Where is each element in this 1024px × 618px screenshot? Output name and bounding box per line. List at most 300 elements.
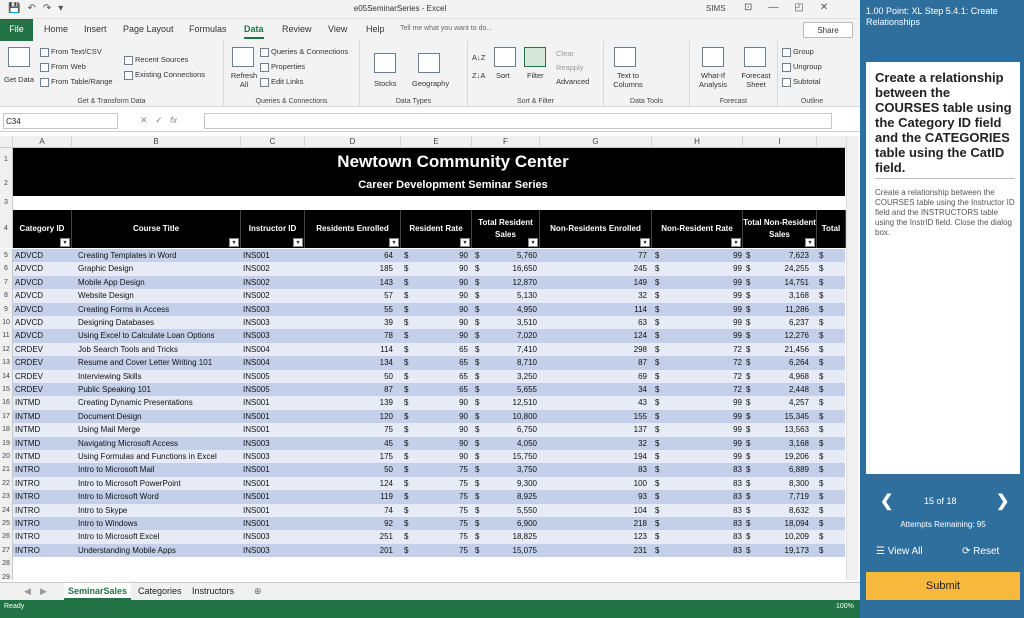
- row-header[interactable]: 13: [0, 356, 13, 369]
- table-cell[interactable]: $: [746, 465, 751, 475]
- sheet-tab-categories[interactable]: Categories: [138, 586, 182, 596]
- table-cell[interactable]: $: [475, 532, 480, 542]
- table-cell[interactable]: 83: [733, 465, 742, 475]
- column-header-f[interactable]: F: [472, 136, 540, 148]
- row-header[interactable]: 10: [0, 316, 13, 329]
- row-header[interactable]: 29: [0, 571, 13, 580]
- table-row[interactable]: [13, 276, 845, 289]
- reset-button[interactable]: ⟳ Reset: [962, 546, 1000, 557]
- table-cell[interactable]: 175: [379, 452, 393, 461]
- table-cell[interactable]: 43: [638, 398, 647, 408]
- table-cell[interactable]: $: [404, 291, 409, 301]
- table-cell[interactable]: $: [655, 425, 660, 435]
- table-cell[interactable]: ADVCD: [15, 277, 44, 287]
- table-row[interactable]: [13, 450, 845, 463]
- table-cell[interactable]: CRDEV: [15, 344, 44, 354]
- table-cell[interactable]: $: [746, 291, 751, 301]
- table-row[interactable]: [13, 437, 845, 450]
- table-cell[interactable]: INTRO: [15, 545, 40, 555]
- table-cell[interactable]: $: [819, 411, 824, 421]
- table-cell[interactable]: 65: [459, 371, 468, 381]
- what-if-analysis-button[interactable]: What-If Analysis: [699, 71, 727, 89]
- group-button[interactable]: Group: [782, 47, 814, 57]
- table-cell[interactable]: 124: [633, 331, 647, 341]
- table-cell[interactable]: 69: [638, 371, 647, 381]
- table-cell[interactable]: 119: [380, 492, 393, 502]
- table-cell[interactable]: 7,623: [788, 251, 809, 260]
- ribbon-display-icon[interactable]: ⊡: [744, 2, 753, 13]
- table-cell[interactable]: INS002: [243, 264, 270, 274]
- row-header[interactable]: 28: [0, 557, 13, 570]
- table-cell[interactable]: 19,173: [784, 545, 809, 555]
- table-cell[interactable]: ADVCD: [15, 291, 44, 301]
- subtotal-button[interactable]: Subtotal: [782, 77, 821, 87]
- table-cell[interactable]: 251: [379, 532, 393, 542]
- table-cell[interactable]: 231: [633, 545, 647, 555]
- from-text-button[interactable]: From Text/CSV: [40, 47, 102, 57]
- table-cell[interactable]: 3,168: [788, 438, 809, 448]
- table-cell[interactable]: $: [746, 425, 751, 435]
- table-cell[interactable]: 72: [733, 344, 742, 354]
- table-cell[interactable]: 5,550: [516, 505, 537, 515]
- table-cell[interactable]: 21,456: [784, 344, 809, 354]
- table-cell[interactable]: $: [655, 318, 660, 327]
- table-cell[interactable]: 137: [633, 425, 647, 435]
- column-header-d[interactable]: D: [305, 136, 401, 148]
- table-cell[interactable]: INTRO: [15, 519, 40, 528]
- queries-connections-button[interactable]: Queries & Connections: [260, 47, 348, 57]
- advanced-button[interactable]: Advanced: [556, 77, 590, 86]
- table-cell[interactable]: 83: [638, 465, 647, 475]
- row-header[interactable]: 9: [0, 303, 13, 316]
- table-cell[interactable]: $: [655, 358, 660, 368]
- row-header[interactable]: 14: [0, 370, 13, 383]
- add-sheet-icon[interactable]: ⊕: [254, 586, 262, 596]
- table-cell[interactable]: 104: [633, 505, 647, 515]
- table-cell[interactable]: $: [404, 452, 409, 461]
- table-cell[interactable]: 90: [459, 291, 468, 301]
- geography-button[interactable]: Geography: [412, 79, 450, 88]
- table-row[interactable]: [13, 410, 845, 423]
- table-cell[interactable]: Document Design: [78, 411, 142, 421]
- table-cell[interactable]: 65: [459, 385, 468, 394]
- table-cell[interactable]: $: [819, 519, 824, 528]
- filter-dropdown-icon[interactable]: ▾: [60, 238, 70, 247]
- table-cell[interactable]: $: [404, 425, 409, 435]
- table-row[interactable]: [13, 517, 845, 530]
- table-cell[interactable]: INS002: [243, 277, 270, 287]
- table-cell[interactable]: 3,168: [788, 291, 809, 301]
- table-cell[interactable]: $: [819, 385, 824, 394]
- table-cell[interactable]: 3,250: [516, 371, 537, 381]
- table-cell[interactable]: 83: [733, 505, 742, 515]
- table-cell[interactable]: 99: [733, 398, 742, 408]
- row-header[interactable]: 2: [0, 172, 13, 196]
- table-cell[interactable]: 12,510: [512, 398, 537, 408]
- table-cell[interactable]: $: [746, 545, 751, 555]
- table-cell[interactable]: $: [819, 438, 824, 448]
- filter-dropdown-icon[interactable]: ▾: [805, 238, 815, 247]
- tab-insert[interactable]: Insert: [84, 24, 107, 34]
- worksheet-grid[interactable]: [0, 148, 846, 580]
- table-cell[interactable]: $: [475, 304, 480, 314]
- table-cell[interactable]: $: [404, 344, 409, 354]
- filter-dropdown-icon[interactable]: ▾: [389, 238, 399, 247]
- row-header[interactable]: 25: [0, 517, 13, 530]
- submit-button[interactable]: Submit: [866, 572, 1020, 600]
- table-cell[interactable]: 39: [384, 318, 393, 327]
- table-cell[interactable]: 11,286: [785, 304, 809, 314]
- row-header[interactable]: 21: [0, 463, 13, 476]
- filter-dropdown-icon[interactable]: ▾: [229, 238, 239, 247]
- table-cell[interactable]: $: [655, 344, 660, 354]
- table-cell[interactable]: $: [404, 251, 409, 260]
- table-cell[interactable]: $: [819, 465, 824, 475]
- row-header[interactable]: 18: [0, 423, 13, 436]
- table-cell[interactable]: 87: [638, 358, 647, 368]
- table-cell[interactable]: 50: [384, 465, 393, 475]
- tab-page-layout[interactable]: Page Layout: [123, 24, 174, 34]
- table-cell[interactable]: Intro to Windows: [78, 519, 138, 528]
- sheet-tab-seminarsales[interactable]: SeminarSales: [64, 583, 131, 600]
- table-row[interactable]: [13, 530, 845, 543]
- table-cell[interactable]: $: [819, 492, 824, 502]
- table-cell[interactable]: 90: [459, 438, 468, 448]
- table-cell[interactable]: 75: [384, 425, 393, 435]
- table-cell[interactable]: $: [746, 358, 751, 368]
- table-cell[interactable]: 50: [384, 371, 393, 381]
- text-to-columns-button[interactable]: Text to Columns: [613, 71, 643, 89]
- table-cell[interactable]: $: [404, 478, 409, 488]
- table-cell[interactable]: 6,889: [788, 465, 809, 475]
- table-cell[interactable]: $: [475, 331, 480, 341]
- table-cell[interactable]: 10,209: [784, 532, 809, 542]
- table-row[interactable]: [13, 423, 845, 436]
- column-header-b[interactable]: B: [72, 136, 241, 148]
- sort-button[interactable]: Sort: [496, 71, 510, 80]
- table-cell[interactable]: $: [746, 331, 751, 341]
- table-cell[interactable]: 298: [633, 344, 647, 354]
- table-cell[interactable]: INS001: [243, 492, 270, 502]
- tab-file[interactable]: File: [0, 19, 33, 41]
- table-cell[interactable]: 32: [638, 291, 647, 301]
- table-cell[interactable]: 8,710: [516, 358, 537, 368]
- table-cell[interactable]: $: [819, 277, 824, 287]
- table-cell[interactable]: 24,255: [784, 264, 809, 274]
- table-cell[interactable]: 155: [633, 411, 647, 421]
- table-cell[interactable]: INS003: [243, 304, 270, 314]
- row-header[interactable]: 23: [0, 490, 13, 503]
- table-cell[interactable]: 75: [459, 519, 468, 528]
- table-cell[interactable]: $: [655, 371, 660, 381]
- table-cell[interactable]: 5,130: [516, 291, 537, 301]
- table-cell[interactable]: CRDEV: [15, 358, 44, 368]
- table-cell[interactable]: $: [475, 478, 480, 488]
- undo-icon[interactable]: ↶: [27, 3, 36, 14]
- table-cell[interactable]: Understanding Mobile Apps: [78, 545, 176, 555]
- table-cell[interactable]: 7,410: [516, 344, 537, 354]
- table-cell[interactable]: INS001: [243, 519, 270, 528]
- row-header[interactable]: 16: [0, 396, 13, 409]
- table-cell[interactable]: 72: [733, 385, 742, 394]
- table-cell[interactable]: $: [655, 398, 660, 408]
- table-cell[interactable]: $: [475, 344, 480, 354]
- table-cell[interactable]: $: [655, 277, 660, 287]
- table-cell[interactable]: 149: [633, 277, 647, 287]
- table-cell[interactable]: 90: [459, 331, 468, 341]
- row-header[interactable]: 20: [0, 450, 13, 463]
- table-cell[interactable]: $: [404, 505, 409, 515]
- table-cell[interactable]: 99: [733, 304, 742, 314]
- from-web-button[interactable]: From Web: [40, 62, 86, 72]
- table-cell[interactable]: 83: [733, 532, 742, 542]
- table-cell[interactable]: $: [819, 304, 824, 314]
- table-cell[interactable]: 90: [459, 425, 468, 435]
- table-cell[interactable]: 55: [384, 304, 393, 314]
- table-cell[interactable]: 83: [733, 519, 742, 528]
- get-data-button[interactable]: Get Data: [4, 75, 35, 84]
- row-header[interactable]: 24: [0, 504, 13, 517]
- sort-ascending-button[interactable]: A↓Z: [472, 53, 486, 62]
- column-header-g[interactable]: G: [540, 136, 652, 148]
- table-cell[interactable]: $: [475, 519, 480, 528]
- table-cell[interactable]: $: [746, 344, 751, 354]
- table-cell[interactable]: $: [819, 251, 824, 260]
- table-cell[interactable]: $: [475, 425, 480, 435]
- table-cell[interactable]: 64: [384, 251, 393, 260]
- function-icon[interactable]: fx: [170, 115, 178, 125]
- tab-formulas[interactable]: Formulas: [189, 24, 227, 34]
- table-cell[interactable]: Using Excel to Calculate Loan Options: [78, 331, 215, 341]
- enter-icon[interactable]: ✓: [155, 115, 163, 125]
- table-cell[interactable]: $: [819, 452, 824, 461]
- table-cell[interactable]: INTRO: [15, 492, 40, 502]
- table-cell[interactable]: 75: [459, 532, 468, 542]
- table-cell[interactable]: 9,300: [516, 478, 537, 488]
- table-cell[interactable]: 123: [633, 532, 647, 542]
- table-row[interactable]: [13, 490, 845, 503]
- table-cell[interactable]: 7,719: [788, 492, 809, 502]
- table-cell[interactable]: $: [404, 318, 409, 327]
- table-cell[interactable]: Intro to Microsoft Excel: [78, 532, 160, 542]
- table-cell[interactable]: 18,825: [512, 532, 537, 542]
- table-cell[interactable]: $: [655, 291, 660, 301]
- table-cell[interactable]: 18,094: [784, 519, 809, 528]
- tab-home[interactable]: Home: [44, 24, 69, 34]
- table-cell[interactable]: $: [746, 277, 751, 287]
- table-cell[interactable]: 75: [459, 505, 468, 515]
- table-cell[interactable]: INS001: [243, 398, 270, 408]
- row-header[interactable]: 4: [0, 210, 13, 248]
- table-cell[interactable]: 99: [733, 291, 742, 301]
- table-cell[interactable]: 99: [733, 331, 742, 341]
- table-cell[interactable]: $: [746, 519, 751, 528]
- row-header[interactable]: 19: [0, 437, 13, 450]
- table-cell[interactable]: 8,632: [788, 505, 809, 515]
- table-cell[interactable]: $: [655, 465, 660, 475]
- table-cell[interactable]: $: [746, 411, 751, 421]
- formula-input[interactable]: [204, 113, 832, 129]
- table-cell[interactable]: INTRO: [15, 532, 40, 542]
- table-cell[interactable]: 72: [733, 358, 742, 368]
- table-cell[interactable]: ADVCD: [15, 331, 44, 341]
- table-cell[interactable]: Intro to Microsoft Word: [78, 492, 159, 502]
- table-cell[interactable]: INS003: [243, 532, 270, 542]
- table-cell[interactable]: 92: [384, 519, 393, 528]
- table-cell[interactable]: $: [819, 331, 824, 341]
- table-cell[interactable]: $: [475, 411, 480, 421]
- table-cell[interactable]: $: [655, 304, 660, 314]
- table-cell[interactable]: 3,750: [516, 465, 537, 475]
- table-cell[interactable]: INS004: [243, 344, 270, 354]
- table-cell[interactable]: INS002: [243, 291, 270, 301]
- table-cell[interactable]: 99: [733, 264, 742, 274]
- table-cell[interactable]: 90: [459, 251, 468, 260]
- restore-button[interactable]: ◰: [794, 2, 804, 13]
- table-cell[interactable]: 13,563: [784, 425, 809, 435]
- table-cell[interactable]: $: [404, 532, 409, 542]
- table-cell[interactable]: 10,800: [512, 411, 537, 421]
- table-cell[interactable]: 6,264: [788, 358, 809, 368]
- table-cell[interactable]: 83: [733, 545, 742, 555]
- table-cell[interactable]: INS001: [243, 505, 270, 515]
- table-cell[interactable]: 201: [379, 545, 393, 555]
- table-cell[interactable]: INTRO: [15, 505, 40, 515]
- row-header[interactable]: 7: [0, 276, 13, 289]
- table-cell[interactable]: $: [475, 505, 480, 515]
- cancel-icon[interactable]: ✕: [140, 115, 148, 125]
- table-row[interactable]: [13, 303, 845, 316]
- table-cell[interactable]: INTMD: [15, 398, 41, 408]
- table-cell[interactable]: $: [819, 505, 824, 515]
- table-cell[interactable]: $: [819, 398, 824, 408]
- table-cell[interactable]: $: [655, 438, 660, 448]
- table-cell[interactable]: 124: [379, 478, 393, 488]
- table-cell[interactable]: $: [404, 277, 409, 287]
- table-cell[interactable]: Interviewing Skills: [78, 371, 142, 381]
- table-row[interactable]: [13, 396, 845, 409]
- table-cell[interactable]: 8,925: [516, 492, 537, 502]
- table-cell[interactable]: 4,968: [788, 371, 809, 381]
- table-cell[interactable]: 45: [384, 438, 393, 448]
- table-cell[interactable]: 78: [384, 331, 393, 341]
- table-row[interactable]: [13, 383, 845, 396]
- table-cell[interactable]: INS005: [243, 385, 270, 394]
- table-cell[interactable]: Intro to Microsoft Mail: [78, 465, 155, 475]
- table-row[interactable]: [13, 329, 845, 342]
- table-cell[interactable]: Creating Templates in Word: [78, 251, 177, 260]
- table-cell[interactable]: Website Design: [78, 291, 134, 301]
- table-cell[interactable]: Public Speaking 101: [78, 385, 151, 394]
- table-cell[interactable]: 99: [733, 452, 742, 461]
- table-cell[interactable]: 5,760: [516, 251, 537, 260]
- table-cell[interactable]: $: [655, 385, 660, 394]
- select-all-corner[interactable]: [0, 136, 13, 148]
- table-cell[interactable]: $: [475, 291, 480, 301]
- table-cell[interactable]: 245: [633, 264, 647, 274]
- table-cell[interactable]: INS003: [243, 545, 270, 555]
- table-row[interactable]: [13, 504, 845, 517]
- table-cell[interactable]: $: [404, 492, 409, 502]
- table-cell[interactable]: $: [819, 264, 824, 274]
- recent-sources-button[interactable]: Recent Sources: [124, 55, 188, 65]
- tab-view[interactable]: View: [328, 24, 348, 34]
- table-cell[interactable]: $: [475, 264, 480, 274]
- table-cell[interactable]: 63: [638, 318, 647, 327]
- table-cell[interactable]: Job Search Tools and Tricks: [78, 344, 178, 354]
- table-cell[interactable]: $: [746, 318, 751, 327]
- table-cell[interactable]: 72: [733, 371, 742, 381]
- table-cell[interactable]: 99: [733, 251, 742, 260]
- table-cell[interactable]: 114: [634, 304, 647, 314]
- table-cell[interactable]: INS005: [243, 371, 270, 381]
- table-cell[interactable]: $: [819, 478, 824, 488]
- table-cell[interactable]: 74: [384, 505, 393, 515]
- prev-sheet-icon[interactable]: ◀: [24, 586, 31, 596]
- table-cell[interactable]: INS003: [243, 318, 270, 327]
- table-cell[interactable]: $: [655, 251, 660, 260]
- table-cell[interactable]: 100: [633, 478, 647, 488]
- vertical-scrollbar[interactable]: [846, 136, 858, 580]
- table-cell[interactable]: 134: [379, 358, 393, 368]
- table-cell[interactable]: $: [746, 251, 751, 260]
- table-cell[interactable]: 87: [384, 385, 393, 394]
- table-cell[interactable]: 15,075: [512, 545, 537, 555]
- filter-dropdown-icon[interactable]: ▾: [293, 238, 303, 247]
- tab-review[interactable]: Review: [282, 24, 312, 34]
- table-cell[interactable]: ADVCD: [15, 304, 44, 314]
- save-icon[interactable]: 💾: [8, 3, 21, 14]
- table-cell[interactable]: $: [475, 398, 480, 408]
- table-row[interactable]: [13, 463, 845, 476]
- table-cell[interactable]: $: [475, 438, 480, 448]
- table-cell[interactable]: INS001: [243, 425, 270, 435]
- share-button[interactable]: Share: [803, 22, 853, 38]
- row-header[interactable]: 8: [0, 289, 13, 302]
- table-cell[interactable]: $: [655, 492, 660, 502]
- table-cell[interactable]: 32: [638, 438, 647, 448]
- customize-qat-icon[interactable]: ▾: [58, 3, 64, 14]
- table-row[interactable]: [13, 316, 845, 329]
- close-button[interactable]: ✕: [819, 2, 829, 13]
- minimize-button[interactable]: —: [768, 2, 779, 13]
- table-cell[interactable]: $: [819, 358, 824, 368]
- table-cell[interactable]: $: [819, 291, 824, 301]
- table-cell[interactable]: CRDEV: [15, 371, 44, 381]
- column-header-h[interactable]: H: [652, 136, 743, 148]
- table-cell[interactable]: $: [475, 251, 480, 260]
- table-cell[interactable]: $: [746, 385, 751, 394]
- table-cell[interactable]: 4,050: [516, 438, 537, 448]
- table-cell[interactable]: INS001: [243, 411, 270, 421]
- table-cell[interactable]: 83: [733, 478, 742, 488]
- table-cell[interactable]: $: [655, 478, 660, 488]
- row-header[interactable]: 15: [0, 383, 13, 396]
- table-cell[interactable]: $: [655, 519, 660, 528]
- filter-dropdown-icon[interactable]: ▾: [528, 238, 538, 247]
- table-cell[interactable]: $: [655, 452, 660, 461]
- table-cell[interactable]: INTMD: [15, 438, 41, 448]
- table-cell[interactable]: $: [404, 304, 409, 314]
- column-header-c[interactable]: C: [241, 136, 305, 148]
- sheet-tab-instructors[interactable]: Instructors: [192, 586, 235, 596]
- table-cell[interactable]: Using Formulas and Functions in Excel: [78, 452, 217, 461]
- row-header[interactable]: 1: [0, 148, 13, 172]
- table-cell[interactable]: 57: [384, 291, 393, 301]
- table-cell[interactable]: Designing Databases: [78, 318, 155, 327]
- table-cell[interactable]: Navigating Microsoft Access: [78, 438, 179, 448]
- redo-icon[interactable]: ↷: [42, 3, 52, 14]
